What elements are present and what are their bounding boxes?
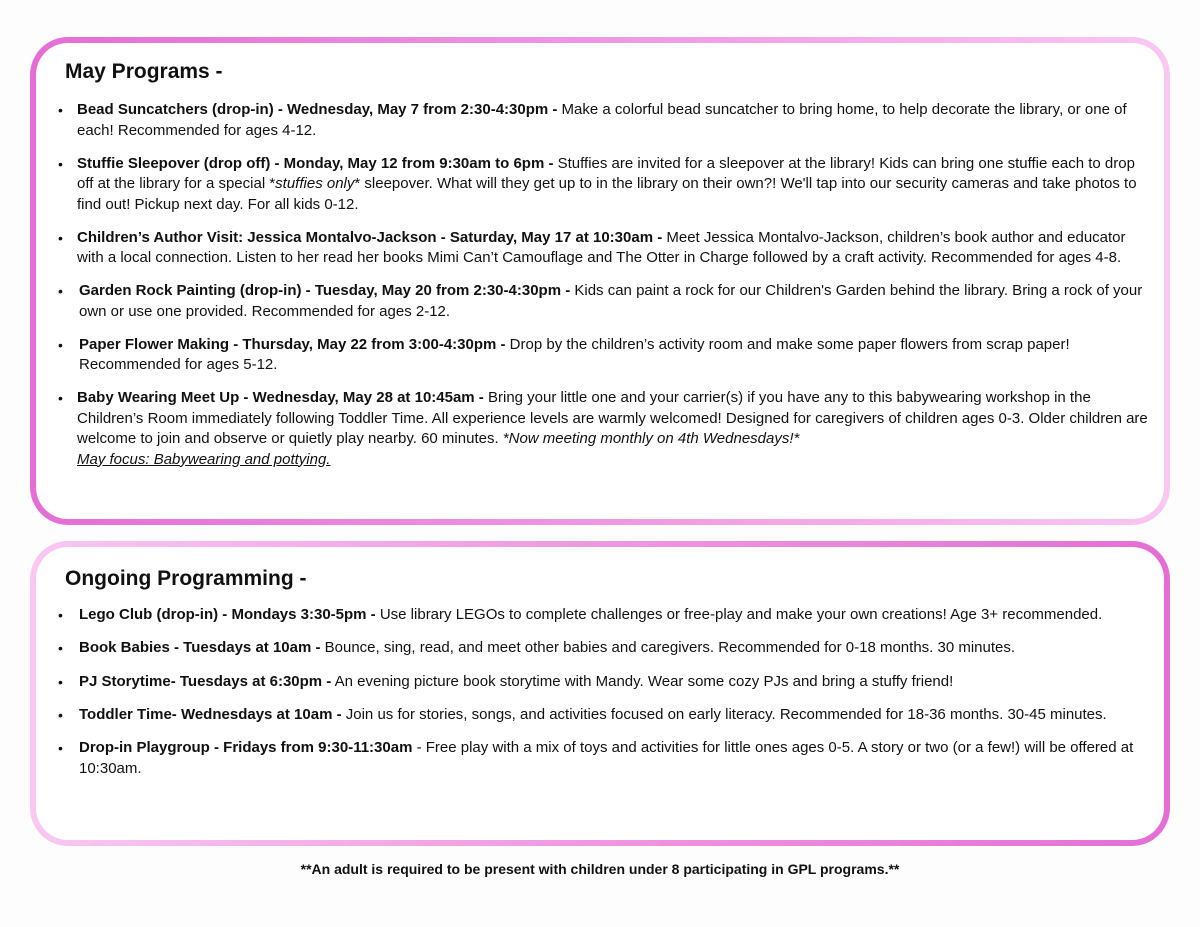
program-heading: Children’s Author Visit: Jessica Montalvo-Jackson - Saturday, May 17 at 10:30am -	[77, 228, 663, 246]
may-programs-section	[30, 37, 1170, 525]
program-description: Bring your little one and your carrier(s) if you have any to this babywearing workshop in the Children’s Room immediately following Toddler Time. All experience levels are warmly welcomed! Designed for caregivers of children ages 0-3. Older children are welcome to join and observe or quietly play nearby. 60 minutes.	[77, 389, 1148, 447]
list-item	[46, 228, 1150, 269]
program-description: - Free play with a mix of toys and activities for little ones ages 0-5. A story or two (or a few!) will be offered at 10:30am.	[79, 739, 1134, 777]
bullet-icon: •	[58, 640, 63, 657]
program-description: Stuffies are invited for a sleepover at the library! Kids can bring one stuffie each to drop off at the library for a special *	[77, 154, 1135, 192]
ongoing-programming-section	[30, 541, 1170, 846]
program-heading: Lego Club (drop-in) - Mondays 3:30-5pm -	[79, 606, 376, 623]
program-description: Join us for stories, songs, and activities focused on early literacy. Recommended for 18-36 months. 30-45 minutes.	[341, 705, 1107, 723]
list-item	[46, 638, 1150, 659]
program-heading: Drop-in Playgroup - Fridays from 9:30-11:30am	[79, 739, 413, 757]
bullet-icon: •	[58, 673, 63, 690]
bullet-icon: •	[58, 102, 63, 118]
section-title-may: May Programs -	[65, 60, 223, 83]
bullet-icon: •	[58, 229, 63, 246]
program-heading: Paper Flower Making - Thursday, May 22 from 3:00-4:30pm -	[79, 335, 506, 353]
bullet-icon: •	[58, 283, 63, 299]
bullet-icon: •	[58, 607, 63, 623]
program-description: Meet Jessica Montalvo-Jackson, children’s book author and educator with a local connection. Listen to her read her books Mimi Can’t Camouflage and The Otter in Charge followed by a craft activity. Recommended for ages 4-8.	[77, 228, 1126, 266]
program-description: Use library LEGOs to complete challenges or free-play and make your own creations! Age 3+ recommended.	[375, 606, 1103, 623]
program-focus: May focus: Babywearing and pottying.	[77, 450, 331, 468]
program-description: Bounce, sing, read, and meet other babies and caregivers. Recommended for 0-18 months. 30 minutes.	[320, 639, 1016, 657]
adult-supervision-note: **An adult is required to be present with children under 8 participating in GPL programs.**	[300, 861, 900, 877]
bullet-icon: •	[58, 706, 63, 723]
program-heading: Baby Wearing Meet Up - Wednesday, May 28 at 10:45am -	[77, 389, 484, 406]
program-description: An evening picture book storytime with Mandy. Wear some cozy PJs and bring a stuffy friend!	[331, 672, 954, 690]
program-heading: Stuffie Sleepover (drop off) - Monday, May 12 from 9:30am to 6pm -	[77, 154, 554, 172]
program-description: Drop by the children’s activity room and make some paper flowers from scrap paper! Recommended for ages 5-12.	[79, 335, 1070, 373]
program-description: Make a colorful bead suncatcher to bring home, to help decorate the library, or one of each! Recommended for ages 4-12.	[77, 101, 1127, 139]
ongoing-program-list	[46, 605, 1150, 792]
program-heading: Bead Suncatchers (drop-in) - Wednesday, May 7 from 2:30-4:30pm -	[77, 101, 558, 118]
section-title-ongoing: Ongoing Programming -	[65, 567, 307, 590]
may-program-list	[46, 100, 1150, 483]
bullet-icon: •	[58, 336, 63, 353]
program-heading: Garden Rock Painting (drop-in) - Tuesday, May 20 from 2:30-4:30pm -	[79, 282, 571, 299]
program-heading: PJ Storytime- Tuesdays at 6:30pm -	[79, 672, 332, 690]
list-item	[46, 672, 1150, 693]
list-item	[46, 605, 1150, 626]
list-item	[46, 154, 1150, 216]
bullet-icon: •	[58, 740, 63, 757]
list-item	[46, 738, 1150, 779]
program-description: Kids can paint a rock for our Children's Garden behind the library. Bring a rock of your own or use one provided. Recommended for ages 2-12.	[79, 282, 1143, 320]
list-item	[46, 281, 1150, 322]
program-heading: Toddler Time- Wednesdays at 10am -	[79, 705, 342, 723]
list-item	[46, 100, 1150, 141]
list-item	[46, 388, 1150, 470]
program-heading: Book Babies - Tuesdays at 10am -	[79, 639, 321, 657]
bullet-icon: •	[58, 155, 63, 172]
list-item	[46, 705, 1150, 726]
bullet-icon: •	[58, 390, 63, 406]
program-emphasis: *Now meeting monthly on 4th Wednesdays!*	[502, 430, 800, 447]
list-item	[46, 335, 1150, 376]
program-emphasis: stuffies only	[275, 175, 355, 192]
program-description: * sleepover. What will they get up to in the library on their own?! We'll tap into our security cameras and take photos to find out! Pickup next day. For all kids 0-12.	[77, 175, 1137, 213]
